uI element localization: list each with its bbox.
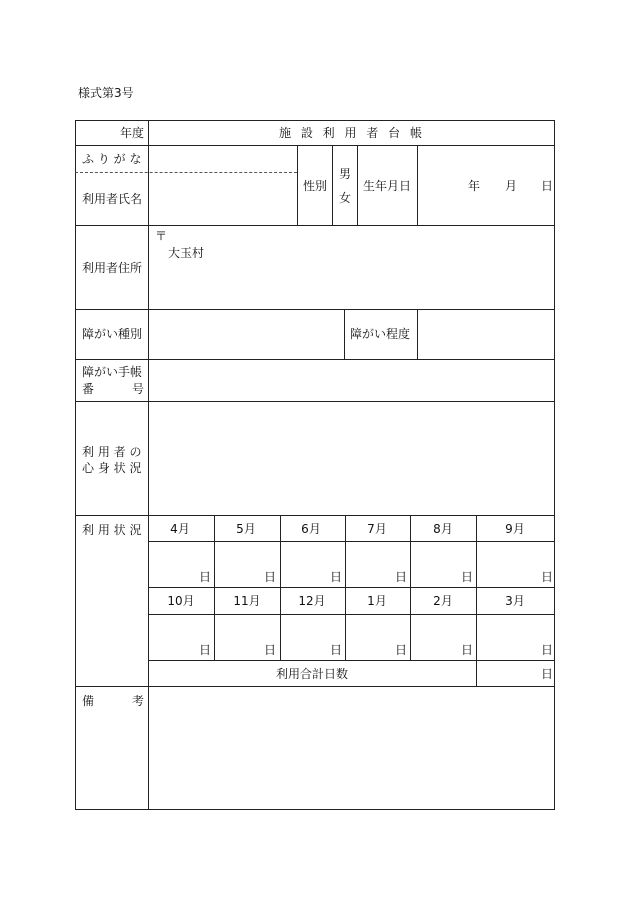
- day-unit: 日: [264, 570, 277, 584]
- month-label: 11月: [233, 594, 261, 608]
- row-divider: [75, 515, 555, 516]
- month-divider: [280, 515, 281, 660]
- disability-degree-label: 障がい程度: [350, 327, 411, 341]
- row-divider: [148, 614, 555, 615]
- form-number: 様式第3号: [78, 86, 134, 100]
- sex-male: 男: [338, 167, 352, 181]
- birth-day-unit: 日: [541, 179, 554, 193]
- label-column-divider: [148, 120, 149, 810]
- day-unit: 日: [330, 643, 343, 657]
- address-label: 利用者住所: [82, 261, 143, 275]
- day-unit: 日: [541, 570, 554, 584]
- day-unit: 日: [395, 643, 408, 657]
- day-unit: 日: [541, 643, 554, 657]
- day-unit: 日: [461, 643, 474, 657]
- day-unit: 日: [199, 570, 212, 584]
- furigana-label: ふ り が な: [82, 152, 142, 166]
- month-label: 4月: [170, 522, 190, 536]
- row-divider: [75, 401, 555, 402]
- address-value: 大玉村: [168, 246, 205, 260]
- handbook-label: 障がい手帳: [82, 365, 143, 379]
- condition-label: 心 身 状 況: [82, 461, 142, 475]
- row-divider: [75, 145, 555, 146]
- month-divider: [214, 515, 215, 660]
- remarks-label: 考: [132, 694, 145, 708]
- col-divider: [344, 309, 345, 359]
- month-label: 10月: [167, 594, 195, 608]
- month-label: 7月: [367, 522, 387, 536]
- handbook-label-number: 号: [132, 382, 145, 396]
- month-label: 12月: [298, 594, 326, 608]
- month-label: 3月: [505, 594, 525, 608]
- col-divider: [297, 145, 298, 225]
- month-divider: [410, 515, 411, 660]
- col-divider: [417, 145, 418, 225]
- col-divider: [417, 309, 418, 359]
- month-label: 1月: [367, 594, 387, 608]
- user-name-label: 利用者氏名: [82, 192, 143, 206]
- handbook-label-number: 番: [82, 382, 95, 396]
- month-label: 5月: [236, 522, 256, 536]
- usage-label: 利 用 状 況: [82, 523, 142, 537]
- row-divider: [75, 309, 555, 310]
- month-label: 9月: [505, 522, 525, 536]
- condition-label: 利 用 者 の: [82, 445, 142, 459]
- row-divider: [75, 686, 555, 687]
- row-divider: [148, 660, 555, 661]
- day-unit: 日: [395, 570, 408, 584]
- registry-form-table: [75, 120, 555, 810]
- birth-year-unit: 年: [468, 179, 481, 193]
- year-label: 年度: [119, 126, 144, 140]
- day-unit: 日: [199, 643, 212, 657]
- month-label: 8月: [433, 522, 453, 536]
- row-divider: [75, 225, 555, 226]
- usage-total-label: 利用合計日数: [275, 667, 349, 681]
- birth-month-unit: 月: [505, 179, 518, 193]
- disability-type-label: 障がい種別: [82, 327, 143, 341]
- month-label: 2月: [433, 594, 453, 608]
- month-divider: [345, 515, 346, 660]
- birth-date-label: 生年月日: [362, 179, 412, 193]
- usage-total-unit: 日: [541, 667, 554, 681]
- page-title: 施 設 利 用 者 台 帳: [279, 126, 425, 140]
- col-divider: [332, 145, 333, 225]
- day-unit: 日: [330, 570, 343, 584]
- month-divider: [476, 515, 477, 686]
- furigana-divider: [75, 172, 297, 173]
- postal-mark: 〒: [155, 229, 168, 243]
- day-unit: 日: [461, 570, 474, 584]
- col-divider: [357, 145, 358, 225]
- sex-female: 女: [338, 191, 352, 205]
- day-unit: 日: [264, 643, 277, 657]
- month-label: 6月: [301, 522, 321, 536]
- row-divider: [148, 541, 555, 542]
- sex-label: 性別: [302, 179, 328, 193]
- remarks-label: 備: [82, 694, 95, 708]
- row-divider: [75, 359, 555, 360]
- row-divider: [148, 587, 555, 588]
